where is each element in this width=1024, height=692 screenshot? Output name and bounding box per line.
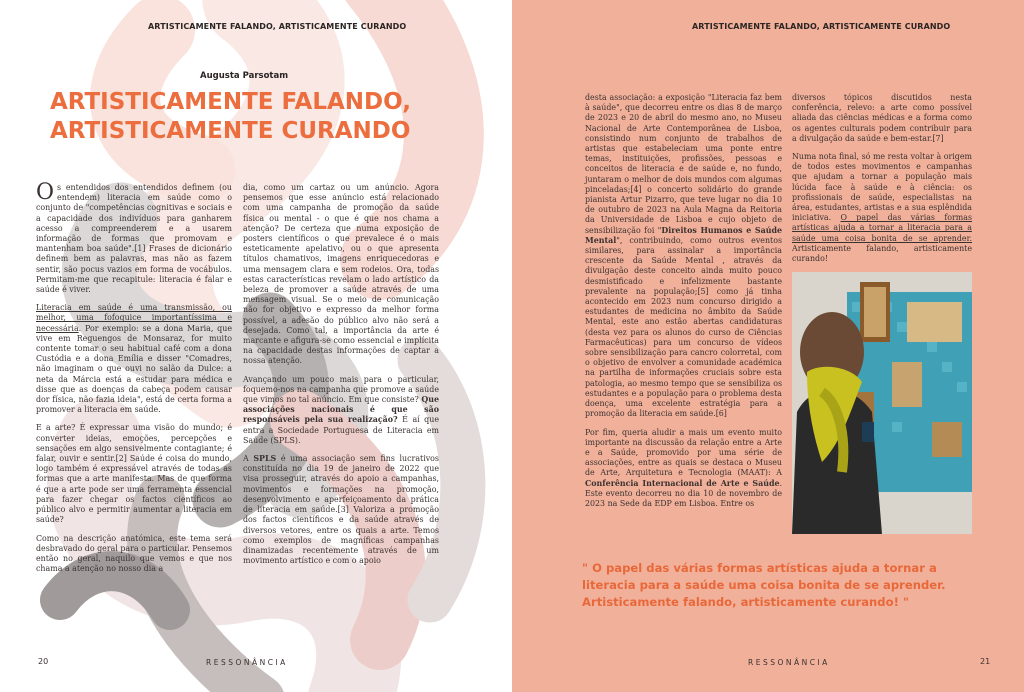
col1-paragraph-2: . Por exemplo: se a dona Maria, que vive em Reguengos de Monsaraz, for muito contente tomar o seu habitual café com a dona Custódia e a dona Emília e disser "Comadres, não imaginam o que ouvi no salão da Dulce: a neta da Márcia está a estudar para médica e disse que as doenças da cabeça podem causar dor física, não fazia ideia", está de certa forma a promover a literacia em saúde. [36, 323, 232, 415]
col2-bold-spls: SPLS [253, 454, 277, 464]
col2-paragraph-2c: É aí que entra a Sociedade Portuguesa de Literacia em Saúde (SPLS). [243, 415, 439, 445]
column-4 [792, 93, 972, 272]
col4-paragraph-2a: Numa nota final, só me resta voltar à origem de todos estes movimentos e campanhas que ajudam a tornar a população mais lúcida face à saúde e à ciência: os profissionais de saúde, especialistas na área, estudantes, artistas e a sua esplêndida iniciativa. [792, 152, 972, 223]
col2-paragraph-3a: A [243, 454, 254, 464]
magazine-name-right: RESSONÂNCIA [748, 658, 830, 667]
col1-underlined-phrase: Literacia em saúde é uma transmissão, ou melhor, uma fofoquice importantíssima e necessária [36, 303, 232, 333]
col4-paragraph-1: diversos tópicos discutidos nesta conferência, relevo: a arte como possível aliada das ciências médicas e a forma como os agentes culturais podem contribuir para a divulgação da saúde e bem-estar.[7] [792, 93, 972, 143]
col4-underlined-phrase: O papel das várias formas artísticas ajuda a tornar a literacia para a saúde uma coisa bonita de se aprender. [792, 213, 972, 243]
magazine-name-left: RESSONÂNCIA [206, 658, 288, 667]
col3-paragraph-1a: desta associação: a exposição "Literacia faz bem à saúde", que decorreu entre os dias 8 de março de 2023 e 20 de abril do mesmo ano, no Museu Nacional de Arte Contemporânea de Lisboa, consistindo num conjunto de trabalhos de artistas que estabeleciam uma ponte entre temas, instituições, profissões, pessoas e conceitos de literacia e de saúde e, no fundo, juntaram o melhor de dois mundos com algumas pinceladas;[4] o concerto solidário do grande pianista Artur Pizarro, que teve lugar no dia 10 de outubro de 2023 na Aula Magna da Reitoria da Universidade de Lisboa e cujo objeto de sensibilização foi " [585, 93, 782, 235]
col2-paragraph-3c: é uma associação sem fins lucrativos constituída no dia 19 de janeiro de 2022 que visa prosseguir, através do apoio a campanhas, movimentos e formações na promoção, desenvolvimento e aperfeiçoamento da prática de literacia em saúde.[3] Valoriza a promoção dos factos científicos e da saúde através de diversos vetores, entre os quais a arte. Temos como exemplos de magníficas campanhas dinamizadas recentemente através de um movimento artístico e com o apoio [243, 454, 439, 566]
running-head-right: ARTISTICAMENTE FALANDO, ARTISTICAMENTE CURANDO [692, 22, 951, 31]
col1-paragraph-1: s entendidos dos entendidos definem (ou entendem) literacia em saúde como o conjunto de "competências cognitivas e sociais e a capacidade dos indivíduos para ganharem acesso a compreenderem e a usarem informação de formas que promovam e mantenham boa saúde".[1] Frases de dicionário definem bem as palavras, mas não as fazem sentir, são pocus vazios em forma de vocábulos. Permitam-me que recapitule: literacia é falar e saúde é viver. [36, 183, 232, 295]
article-title: ARTISTICAMENTE FALANDO, ARTISTICAMENTE CURANDO [50, 89, 411, 144]
col2-paragraph-1: dia, como um cartaz ou um anúncio. Agora pensemos que esse anúncio está relacionado com uma campanha de promoção da saúde física ou mental - o que é que nos chama a atenção? De certeza que numa exposição de posters científicos o que prevalece é o mais esteticamente apelativo, ou o que apresenta títulos chamativos, imagens enriquecedoras e uma mensagem clara e sem rodeios. Ora, todas estas características revelam o lado artístico da beleza de promover a saúde através de uma mensagem visual. Se o meio de comunicação não for objetivo e expresso da melhor forma possível, a adesão do público alvo não será a desejada. Como tal, a importância da arte é marcante e afigura-se como essencial e implícita na capacidade destas informações de captar a nossa atenção. [243, 183, 439, 366]
col2-bold-question: Que associações nacionais é que são responsáveis pela sua realização? [243, 395, 439, 425]
column-3 [585, 93, 782, 517]
col3-paragraph-2a: Por fim, queria aludir a mais um evento muito importante na discussão da relação entre a Arte e a Saúde, promovido por uma série de associações, entre as quais se destaca o Museu de Arte, Arquitetura e Tecnologia (MAAT): A [585, 427, 782, 478]
page-number-left: 20 [38, 657, 49, 666]
drop-cap: O [36, 180, 55, 205]
exhibition-photo [792, 272, 972, 534]
col1-paragraph-4: Como na descrição anatómica, este tema será desbravado do geral para o particular. Pensemos então no geral, naquilo que vemos e que nos chama a atenção no nosso dia a [36, 533, 232, 574]
column-2 [243, 183, 439, 574]
running-head-left: ARTISTICAMENTE FALANDO, ARTISTICAMENTE CURANDO [148, 22, 407, 31]
col3-bold-conference: Conferência Internacional de Arte e Saúde [585, 478, 780, 488]
col3-bold-event: Direitos Humanos e Saúde Mental [585, 225, 782, 245]
col3-paragraph-1c: ", contribuindo, como outros eventos similares, para assinalar a importância crescente da Saúde Mental , através da divulgação deste conceito ainda muito pouco desmistificado e infelizmente bastante prevalente na população;[5] como já tinha acontecido em 2023 num concurso dirigido a estudantes de medicina no âmbito da Saúde Mental, este ano estão abertas candidaturas (desta vez para os alunos do curso de Ciências Farmacêuticas) para um concurso de vídeos sobre sensibilização para cancro colorretal, com o objetivo de envolver a comunidade académica na partilha de informações cruciais sobre esta patologia, ao mesmo tempo que se sensibiliza os estudantes e a população para o problema desta doença, uma excelente estratégia para a promoção da literacia em saúde.[6] [585, 235, 782, 419]
col4-paragraph-2c: Artisticamente falando, artisticamente curando! [792, 243, 972, 264]
author-name: Augusta Parsotam [200, 71, 289, 81]
col3-paragraph-2c: . Este evento decorreu no dia 10 de novembro de 2023 na Sede da EDP em Lisboa. Entre os [585, 478, 782, 508]
column-1 [36, 180, 232, 582]
page-number-right: 21 [980, 657, 991, 666]
col1-paragraph-3: E a arte? É expressar uma visão do mundo; é converter ideias, emoções, percepções e sensações em algo sensivelmente contagiante; é falar, ouvir e sentir.[2] Saúde é coisa do mundo, logo também é expressável através de todas as formas que a arte manifesta. Mas de que forma é que a arte pode ser uma ferramenta essencial para fazer chegar os factos científicos ao público alvo e permitir aumentar a literacia em saúde? [36, 423, 232, 525]
pull-quote: " O papel das várias formas artísticas ajuda a tornar a literacia para a saúde uma coisa bonita de se aprender. Artisticamente falando, artisticamente curando! " [582, 561, 946, 609]
col2-paragraph-2a: Avançando um pouco mais para o particular, foquemo-nos na campanha que promove a saúde que vimos no tal anúncio. Em que consiste? [243, 374, 439, 405]
